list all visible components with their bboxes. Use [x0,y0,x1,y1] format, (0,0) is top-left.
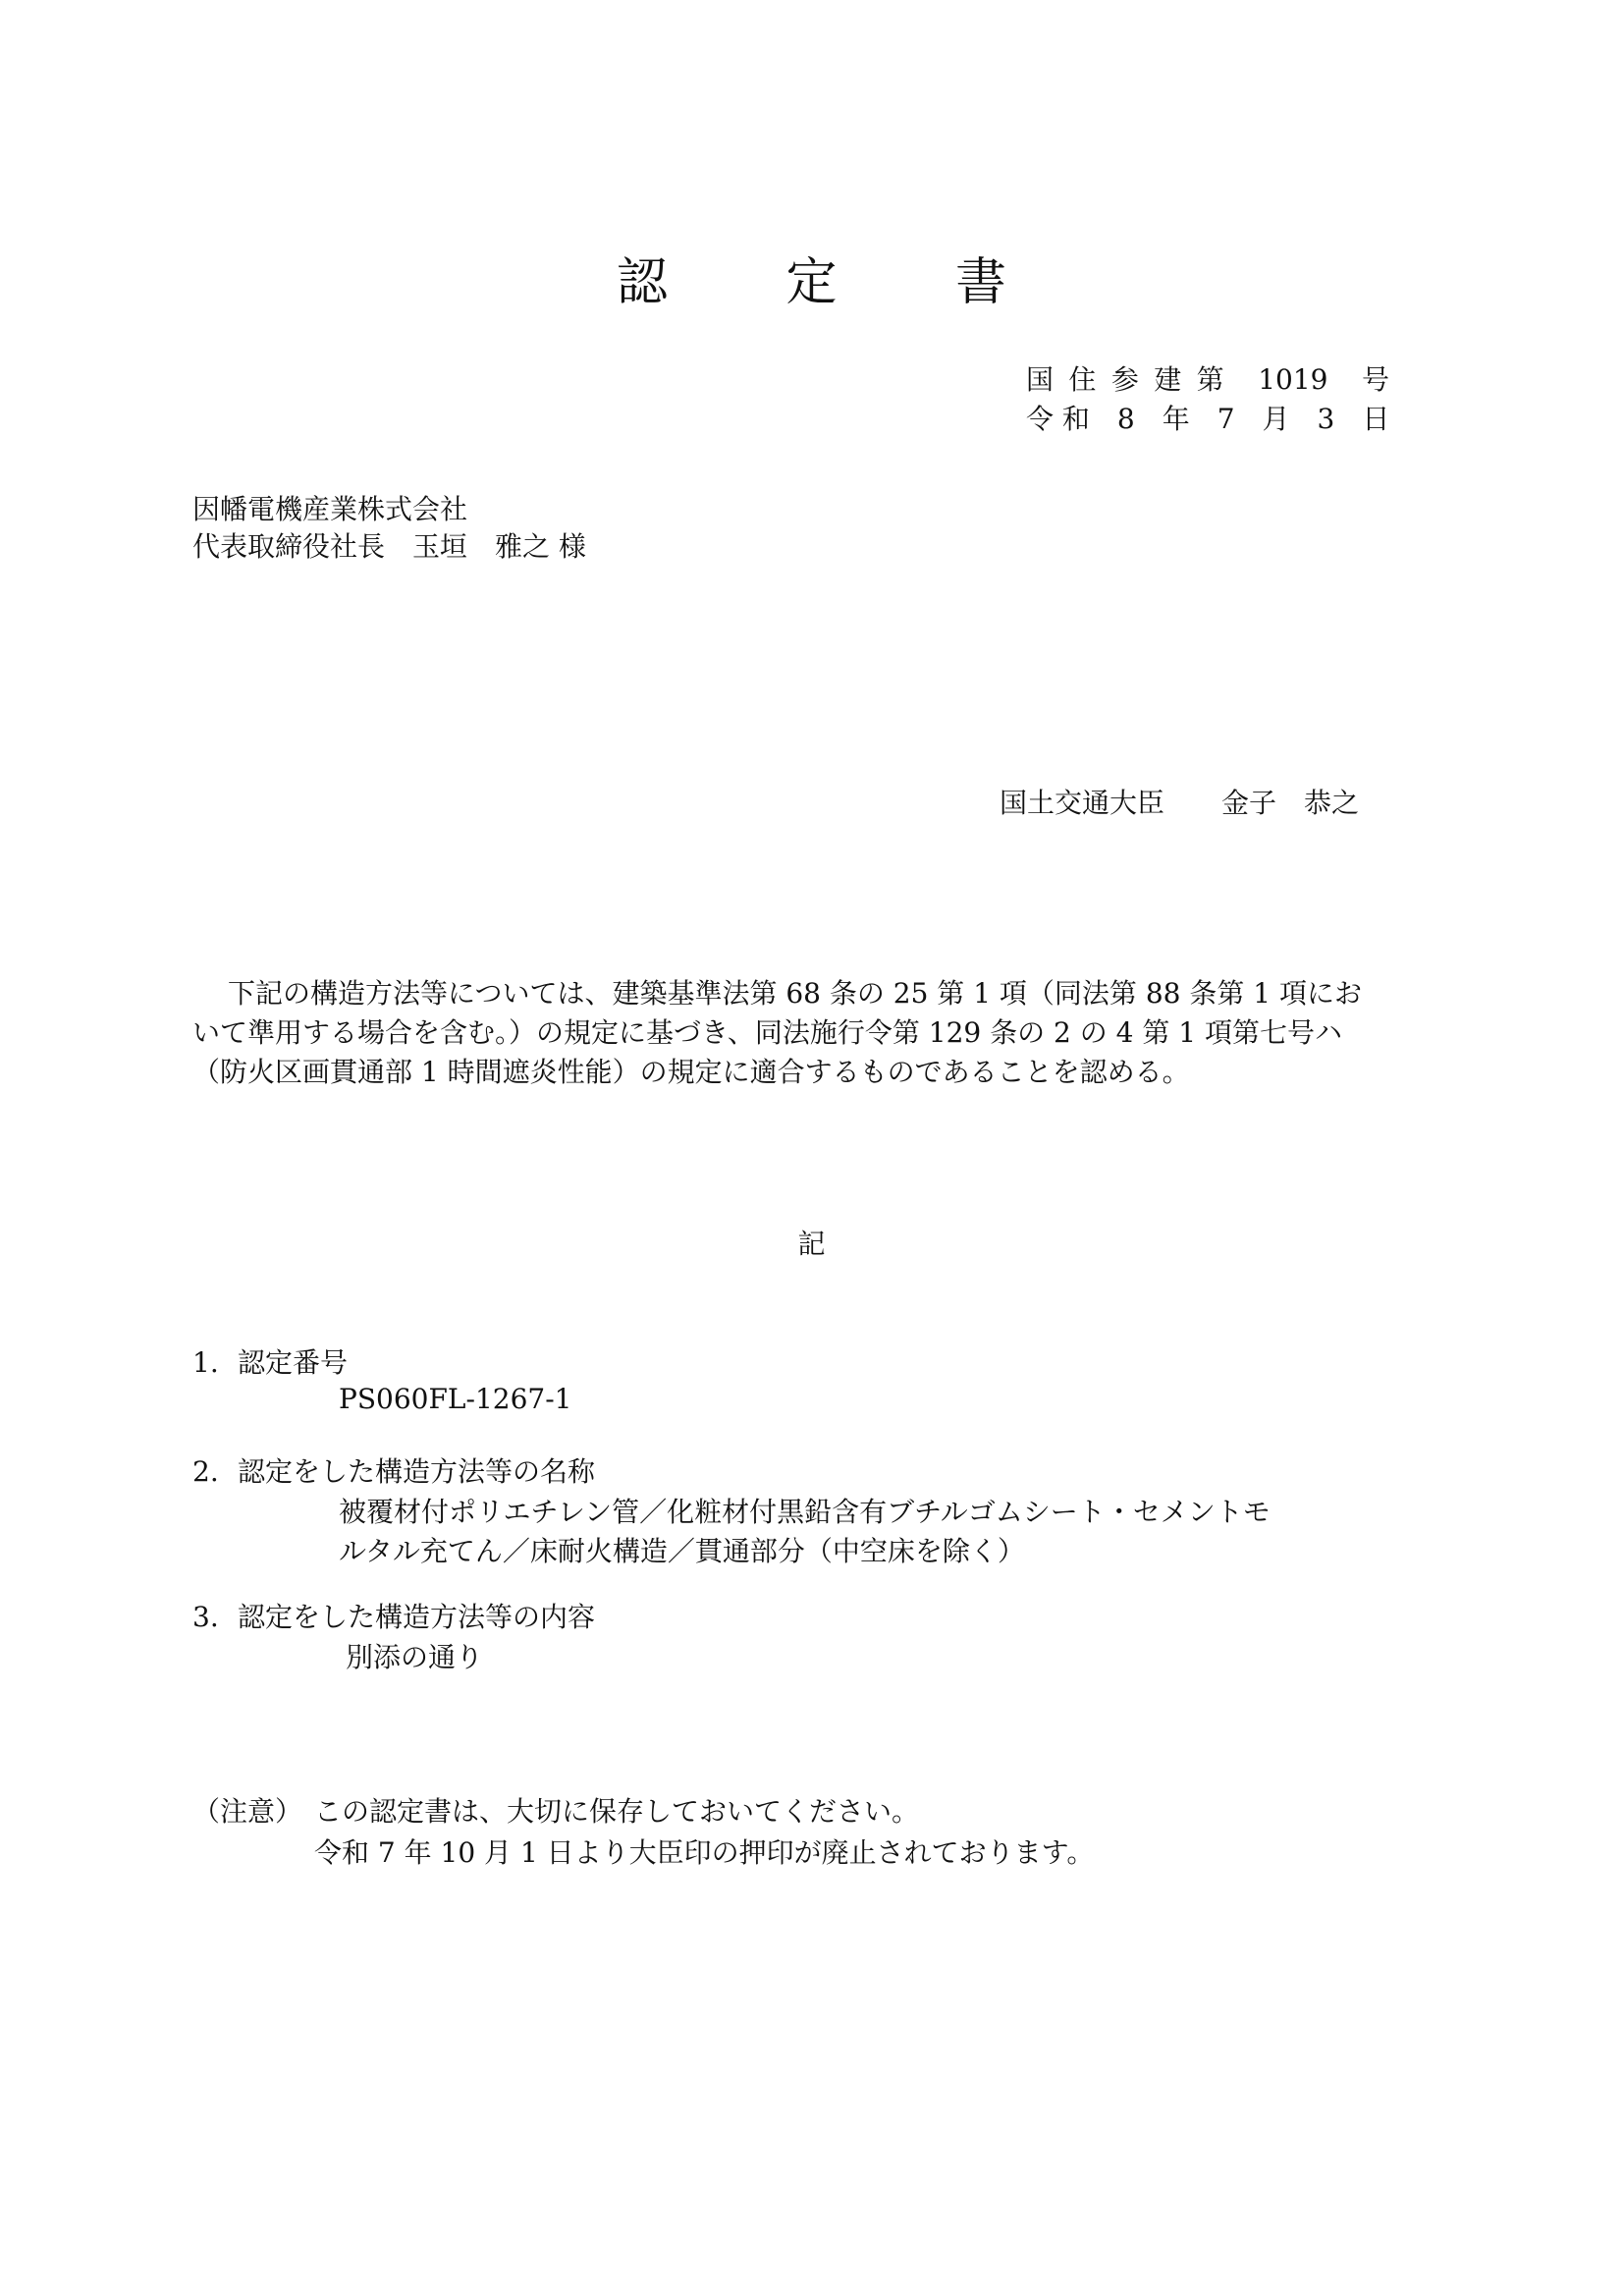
structure-name-line-1: 被覆材付ポリエチレン管／化粧材付黒鉛含有ブチルゴムシート・セメントモ [339,1496,1271,1528]
ki-heading: 記 [797,1228,826,1260]
item-1-heading [192,1341,348,1381]
item-3-label: 認定をした構造方法等の内容 [238,1601,596,1633]
note-line-1: この認定書は、大切に保存しておいてください。 [314,1795,920,1828]
document-number: 国 住 参 建 第 1019 号 [1026,363,1389,396]
recipient-company: 因幡電機産業株式会社 [192,493,468,525]
statement-line-1: 下記の構造方法等については、建築基準法第 68 条の 25 第 1 項（同法第 88 条第 1 項にお [228,977,1362,1010]
issuer [1000,782,1359,821]
issuer-name: 金子 恭之 [1221,787,1360,819]
note-line-2: 令和 7 年 10 月 1 日より大臣印の押印が廃止されております。 [314,1836,1095,1869]
structure-content-value: 別添の通り [346,1641,484,1673]
item-3-heading [192,1596,595,1635]
statement-line-2: いて準用する場合を含む。）の規定に基づき、同法施行令第 129 条の 2 の 4 第 1 項第七号ハ [192,1016,1342,1049]
note-label: （注意） [192,1795,303,1828]
item-2-label: 認定をした構造方法等の名称 [238,1455,596,1488]
certification-statement [192,974,1390,1092]
item-1-label: 認定番号 [238,1346,349,1379]
certification-number-value: PS060FL-1267-1 [339,1383,572,1415]
issuer-title: 国土交通大臣 [1000,787,1165,819]
document-date: 令 和 8 年 7 月 3 日 [1026,403,1390,435]
item-2-number: 2. [192,1455,219,1488]
item-2-heading [192,1450,595,1490]
item-1-number: 1. [192,1346,219,1379]
document-title: 認 定 書 [616,253,1058,312]
structure-name-line-2: ルタル充てん／床耐火構造／貫通部分（中空床を除く） [339,1535,1025,1567]
recipient-person: 代表取締役社長 玉垣 雅之 様 [192,530,586,563]
item-3-number: 3. [192,1601,219,1633]
statement-line-3: （防火区画貫通部 1 時間遮炎性能）の規定に適合するものであることを認める。 [192,1056,1190,1088]
